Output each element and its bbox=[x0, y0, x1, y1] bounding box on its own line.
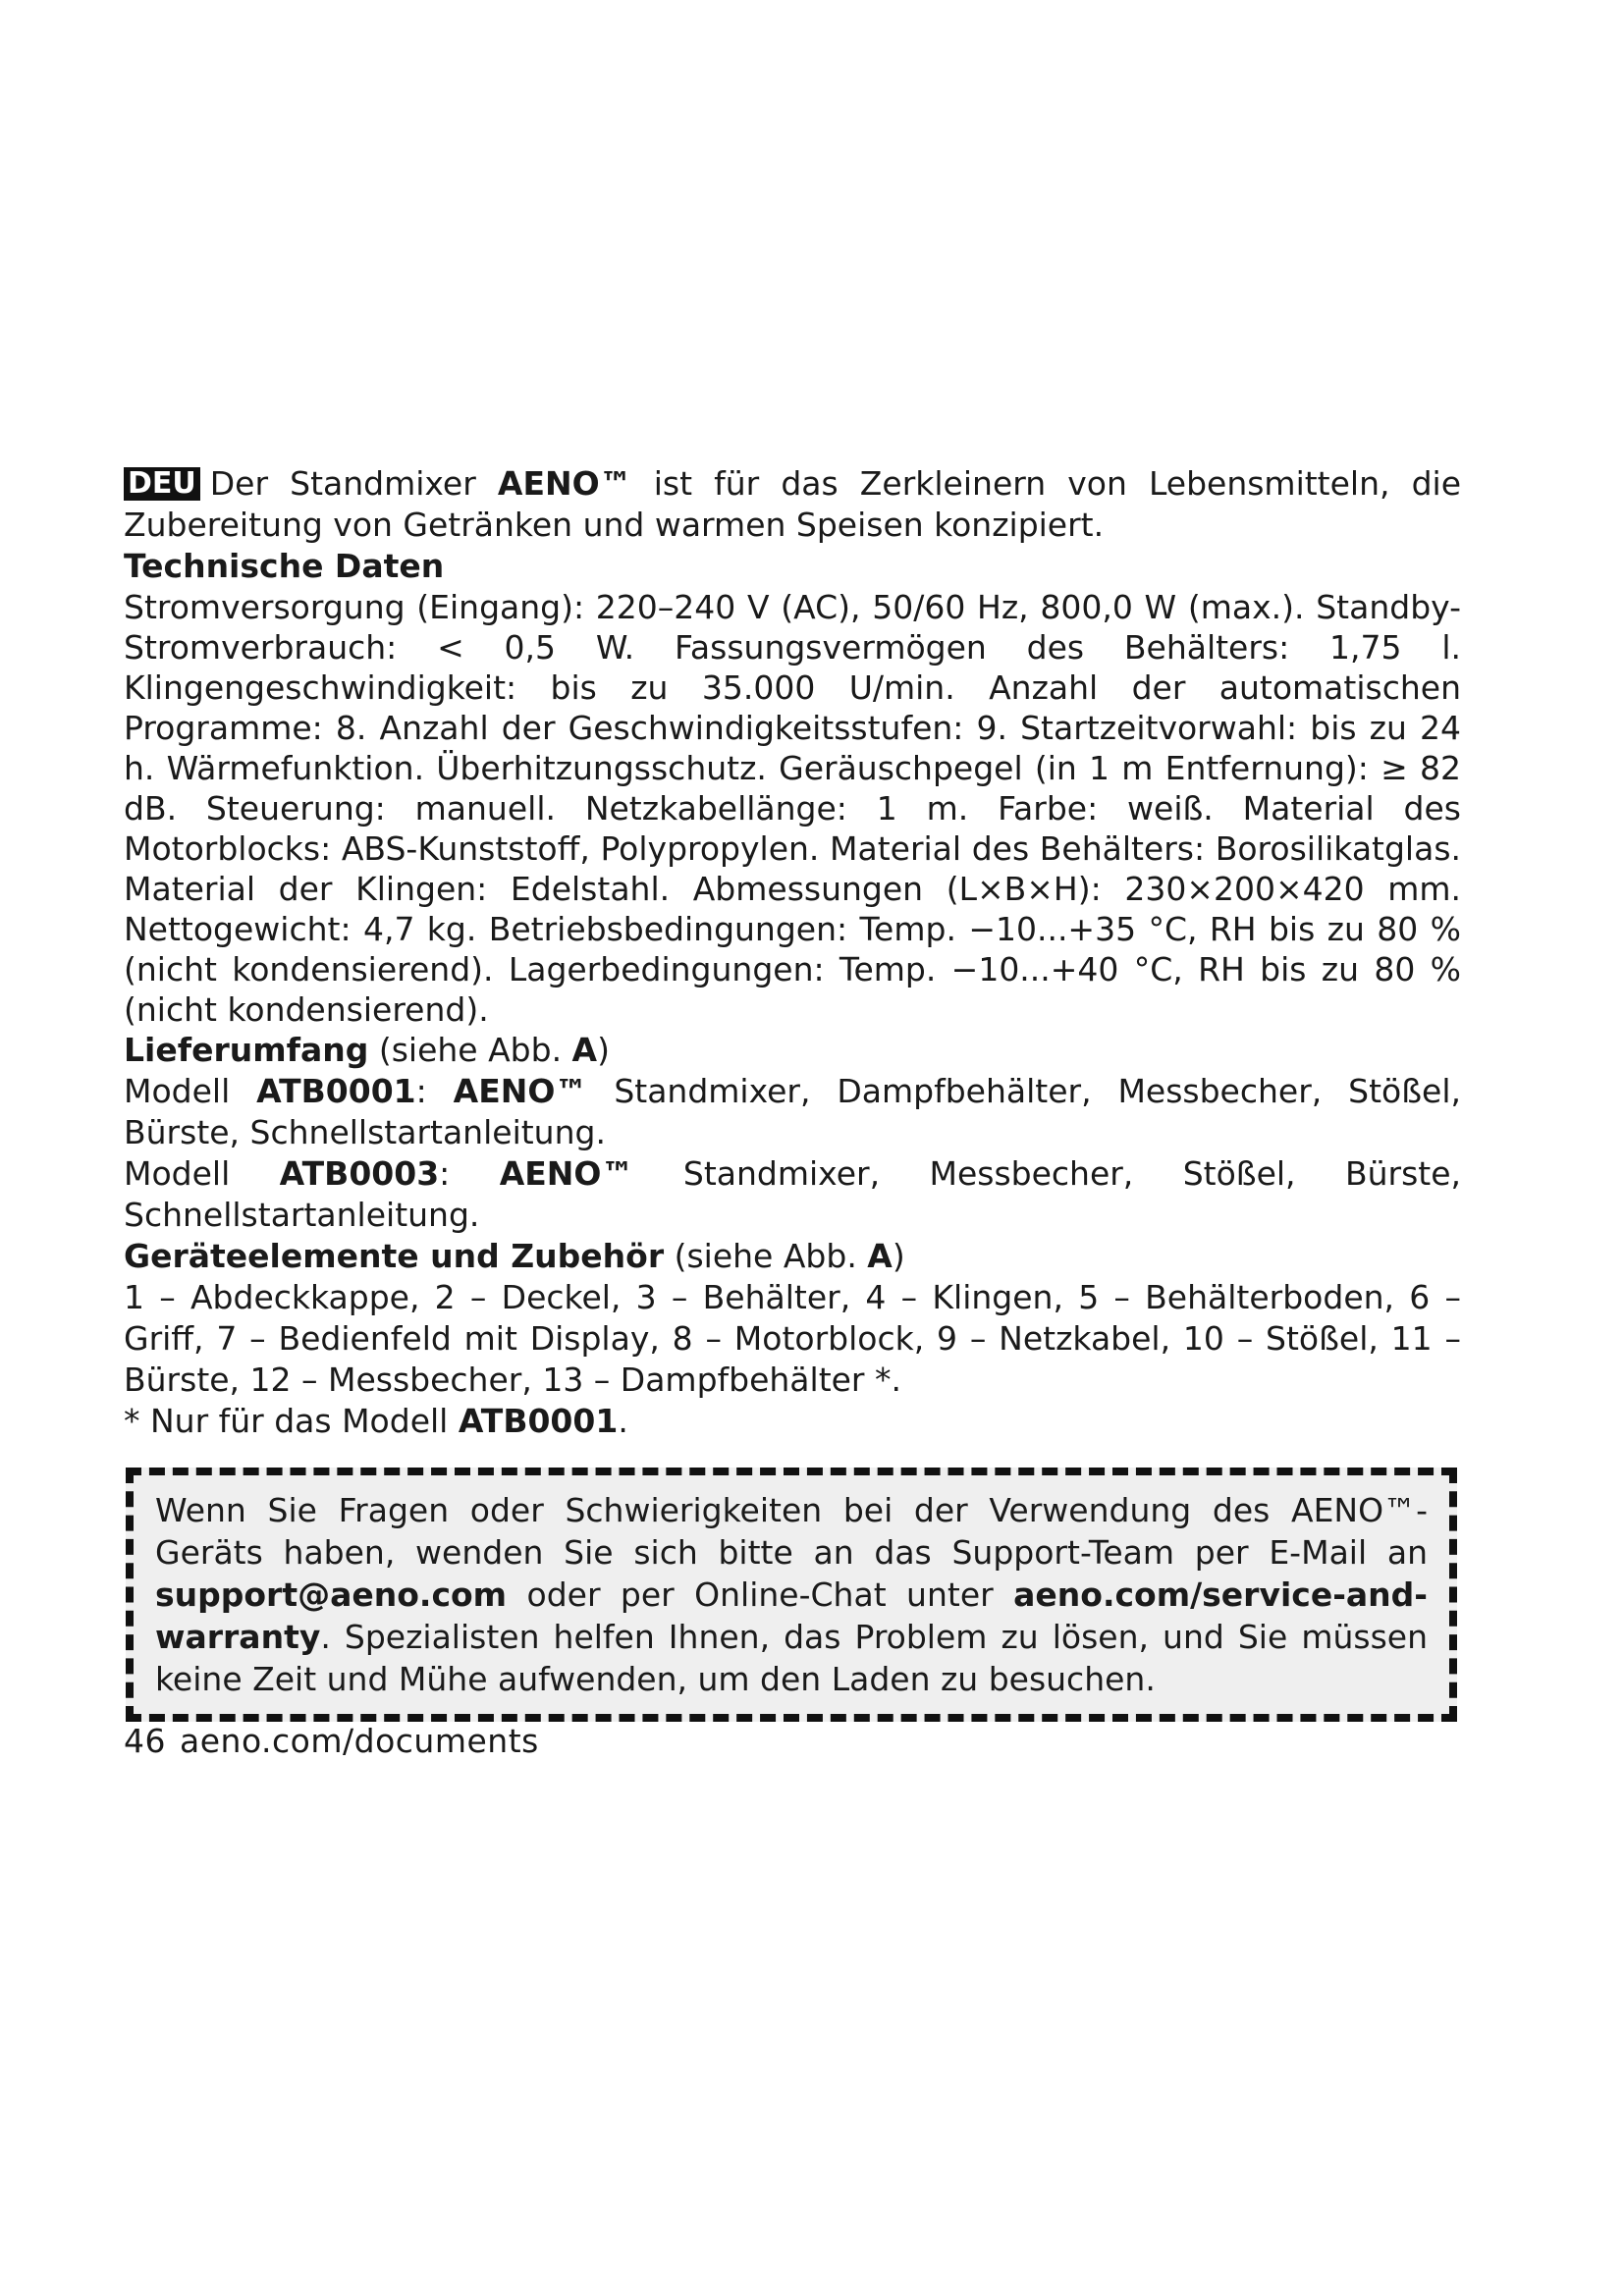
support-info-box bbox=[126, 1468, 1457, 1722]
manual-page bbox=[124, 463, 1461, 1761]
parts-ref-suffix: ) bbox=[892, 1237, 905, 1275]
model1-sep: : bbox=[415, 1072, 454, 1110]
parts-heading bbox=[124, 1236, 1461, 1277]
delivery-ref-letter: A bbox=[571, 1031, 598, 1069]
parts-ref-letter: A bbox=[867, 1237, 893, 1275]
support-text-3: . Spezialisten helfen Ihnen, das Problem zu lösen, und Sie müssen keine Zeit und Mühe aufwenden, um den Laden zu besuchen. bbox=[155, 1618, 1428, 1698]
model-atb0001-line bbox=[124, 1071, 1461, 1153]
model1-brand: AENO™ bbox=[453, 1072, 588, 1110]
note-suffix: . bbox=[618, 1402, 628, 1440]
model1-prefix: Modell bbox=[124, 1072, 257, 1110]
delivery-ref-prefix: (siehe Abb. bbox=[368, 1031, 572, 1069]
model2-prefix: Modell bbox=[124, 1154, 280, 1193]
support-email-link[interactable]: support@aeno.com bbox=[155, 1575, 508, 1614]
technical-specs: Stromversorgung (Eingang): 220–240 V (AC), 50/60 Hz, 800,0 W (max.). Standby-Stromverbrauch: < 0,5 W. Fassungsvermögen des Behälters: 1,75 l. Klingengeschwindigkeit: bis zu 35.000 U/min. Anzahl der automatischen Programme: 8. Anzahl der Geschwindigkeitsstufen: 9. Startzeitvorwahl: bis zu 24 h. Wärmefunktion. Überhitzungsschutz. Geräuschpegel (in 1 m Entfernung): ≥ 82 dB. Steuerung: manuell. Netzkabellänge: 1 m. Farbe: weiß. Material des Motorblocks: ABS-Kunststoff, Polypropylen. Material des Behälters: Borosilikatglas. Material der Klingen: Edelstahl. Abmessungen (L×B×H): 230×200×420 mm. Nettogewicht: 4,7 kg. Betriebsbedingungen: Temp. −10...+35 °C, RH bis zu 80 % (nicht kondensierend). Lagerbedingungen: Temp. −10...+40 °C, RH bis zu 80 % (nicht kondensierend). bbox=[124, 588, 1461, 1029]
delivery-heading bbox=[124, 1030, 1461, 1071]
model1-items: Standmixer, Dampfbehälter, Messbecher, Stößel, Bürste, Schnellstartanleitung. bbox=[124, 1072, 1461, 1151]
page-footer bbox=[124, 1722, 1461, 1761]
intro-brand: AENO™ bbox=[497, 464, 632, 503]
delivery-heading-title: Lieferumfang bbox=[124, 1031, 369, 1069]
intro-text-after: ist für das Zerkleinern von Lebensmitteln, die Zubereitung von Getränken und warmen Speisen konzipiert. bbox=[124, 464, 1462, 544]
model2-brand: AENO™ bbox=[499, 1154, 634, 1193]
parts-list: 1 – Abdeckkappe, 2 – Deckel, 3 – Behälter, 4 – Klingen, 5 – Behälterboden, 6 – Griff, 7 – Bedienfeld mit Display, 8 – Motorblock, 9 – Netzkabel, 10 – Stößel, 11 – Bürste, 12 – Messbecher, 13 – Dampfbehälter *. bbox=[124, 1278, 1461, 1399]
intro-paragraph bbox=[124, 463, 1461, 546]
language-badge: DEU bbox=[124, 467, 200, 501]
footer-link[interactable]: aeno.com/documents bbox=[180, 1722, 539, 1760]
model-atb0003-line bbox=[124, 1153, 1461, 1236]
model1-code: ATB0001 bbox=[256, 1072, 416, 1110]
parts-heading-title: Geräteelemente und Zubehör bbox=[124, 1237, 665, 1275]
model-note bbox=[124, 1401, 1461, 1442]
support-url-link[interactable]: aeno.com/service-and-warranty bbox=[155, 1575, 1428, 1656]
model2-code: ATB0003 bbox=[279, 1154, 440, 1193]
parts-ref-prefix: (siehe Abb. bbox=[664, 1237, 868, 1275]
technical-heading: Technische Daten bbox=[124, 547, 445, 585]
model2-sep: : bbox=[439, 1154, 500, 1193]
support-paragraph bbox=[155, 1489, 1428, 1700]
model2-items: Standmixer, Messbecher, Stößel, Bürste, Schnellstartanleitung. bbox=[124, 1154, 1461, 1234]
page-number: 46 bbox=[124, 1722, 166, 1760]
support-text-1: Wenn Sie Fragen oder Schwierigkeiten bei der Verwendung des AENO™-Geräts haben, wenden Sie sich bitte an das Support-Team per E-Mail an bbox=[155, 1491, 1428, 1572]
intro-text-before: Der Standmixer bbox=[209, 464, 498, 503]
note-model: ATB0001 bbox=[458, 1402, 619, 1440]
note-prefix: * Nur für das Modell bbox=[124, 1402, 459, 1440]
delivery-ref-suffix: ) bbox=[597, 1031, 610, 1069]
support-text-2: oder per Online-Chat unter bbox=[507, 1575, 1014, 1614]
